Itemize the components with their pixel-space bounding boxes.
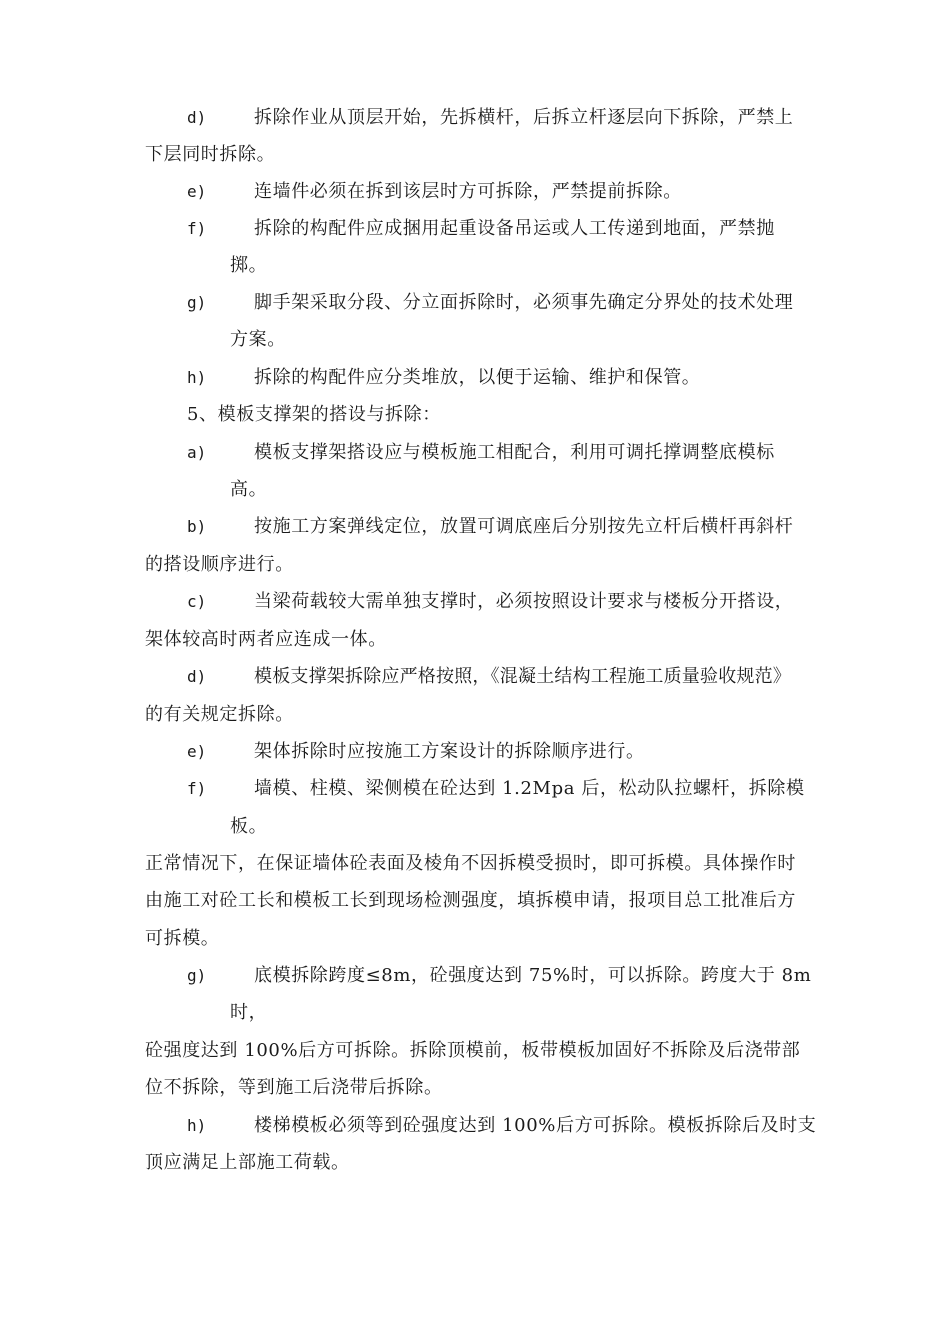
item-text-line: 当梁荷载较大需单独支撑时，必须按照设计要求与楼板分开搭设， — [254, 591, 794, 612]
item-text-line: 高。 — [230, 479, 268, 500]
item-label: g) — [187, 966, 207, 985]
item-text-line: 板。 — [230, 816, 268, 837]
item-label: g) — [187, 293, 207, 312]
item-text-line: 顶应满足上部施工荷载。 — [145, 1152, 350, 1173]
paragraph-line: 可拆模。 — [145, 928, 220, 949]
item-label: f) — [187, 779, 207, 798]
item-label: c) — [187, 592, 207, 611]
item-text-line: 的有关规定拆除。 — [145, 704, 294, 725]
paragraph-line: 砼强度达到 100%后方可拆除。拆除顶模前，板带模板加固好不拆除及后浇带部 — [145, 1040, 801, 1061]
item-text-line: 时， — [230, 1002, 268, 1023]
item-label: e) — [187, 742, 207, 761]
item-label: e) — [187, 182, 207, 201]
section-heading: 5、模板支撑架的搭设与拆除： — [187, 404, 441, 425]
item-text-line: 的搭设顺序进行。 — [145, 554, 294, 575]
item-text-line: 架体较高时两者应连成一体。 — [145, 629, 387, 650]
item-label: h) — [187, 368, 207, 387]
item-text-line: 方案。 — [230, 329, 286, 350]
item-text-line: 底模拆除跨度≤8m，砼强度达到 75%时，可以拆除。跨度大于 8m — [254, 965, 812, 986]
item-text-line: 模板支撑架搭设应与模板施工相配合，利用可调托撑调整底模标 — [254, 442, 775, 463]
item-label: b) — [187, 517, 207, 536]
item-label: h) — [187, 1116, 207, 1135]
item-text-line: 脚手架采取分段、分立面拆除时，必须事先确定分界处的技术处理 — [254, 292, 794, 313]
item-text-line: 掷。 — [230, 255, 268, 276]
paragraph-line: 由施工对砼工长和模板工长到现场检测强度，填拆模申请，报项目总工批准后方 — [145, 890, 796, 911]
item-text-line: 下层同时拆除。 — [145, 144, 276, 165]
paragraph-line: 位不拆除，等到施工后浇带后拆除。 — [145, 1077, 443, 1098]
item-text-line: 模板支撑架拆除应严格按照，《混凝土结构工程施工质量验收规范》 — [254, 666, 791, 687]
paragraph-line: 正常情况下，在保证墙体砼表面及棱角不因拆模受损时，即可拆模。具体操作时 — [145, 853, 796, 874]
item-text-line: 连墙件必须在拆到该层时方可拆除，严禁提前拆除。 — [254, 181, 682, 202]
item-label: a) — [187, 443, 207, 462]
item-text-line: 楼梯模板必须等到砼强度达到 100%后方可拆除。模板拆除后及时支 — [254, 1115, 817, 1136]
item-label: f) — [187, 219, 207, 238]
item-text-line: 按施工方案弹线定位，放置可调底座后分别按先立杆后横杆再斜杆 — [254, 516, 794, 537]
item-text-line: 拆除的构配件应成捆用起重设备吊运或人工传递到地面，严禁抛 — [254, 218, 775, 239]
item-text-line: 拆除的构配件应分类堆放，以便于运输、维护和保管。 — [254, 367, 701, 388]
item-text-line: 拆除作业从顶层开始，先拆横杆，后拆立杆逐层向下拆除，严禁上 — [254, 107, 794, 128]
item-label: d) — [187, 108, 207, 127]
item-text-line: 墙模、柱模、梁侧模在砼达到 1.2Mpa 后，松动队拉螺杆，拆除模 — [254, 778, 805, 799]
item-text-line: 架体拆除时应按施工方案设计的拆除顺序进行。 — [254, 741, 645, 762]
item-label: d) — [187, 667, 207, 686]
